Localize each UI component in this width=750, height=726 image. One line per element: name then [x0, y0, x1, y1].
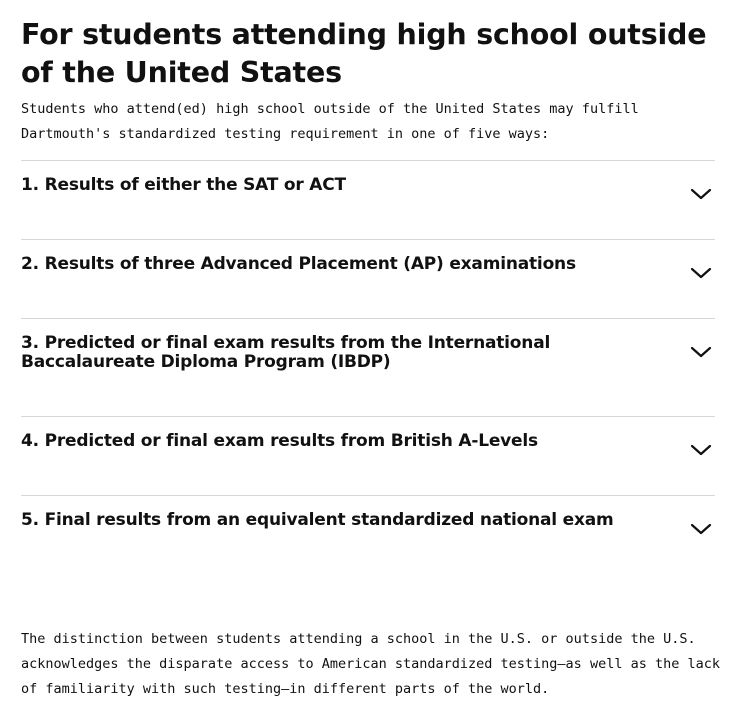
accordion-item-label: 5. Final results from an equivalent standardized national exam — [21, 510, 614, 530]
chevron-down-icon[interactable] — [689, 344, 713, 360]
chevron-down-icon[interactable] — [689, 186, 713, 202]
accordion-item-label: 4. Predicted or final exam results from British A-Levels — [21, 431, 538, 451]
accordion-item-a-levels[interactable] — [21, 417, 715, 496]
accordion-item-label: 1. Results of either the SAT or ACT — [21, 175, 346, 195]
chevron-down-icon[interactable] — [689, 442, 713, 458]
chevron-down-icon[interactable] — [689, 265, 713, 281]
testing-section — [21, 16, 715, 575]
accordion-item-sat-act[interactable] — [21, 161, 715, 240]
section-intro: Students who attend(ed) high school outside of the United States may fulfill Dartmouth's standardized testing requirement in one of five ways: — [21, 101, 639, 142]
accordion-item-ap[interactable] — [21, 240, 715, 319]
section-title: For students attending high school outside of the United States — [21, 18, 707, 89]
accordion-item-label: 3. Predicted or final exam results from the International Baccalaureate Diploma Program (IBDP) — [21, 333, 551, 372]
chevron-down-icon[interactable] — [689, 521, 713, 537]
closing-paragraph: The distinction between students attending a school in the U.S. or outside the U.S. acknowledges the disparate access to American standardized testing—as well as the lack of familiarity with such testing—in different parts of the world. — [21, 631, 720, 697]
accordion-item-national-exam[interactable] — [21, 496, 715, 575]
accordion-item-label: 2. Results of three Advanced Placement (AP) examinations — [21, 254, 576, 274]
accordion-item-ibdp[interactable] — [21, 319, 715, 417]
testing-options-accordion — [21, 160, 715, 575]
